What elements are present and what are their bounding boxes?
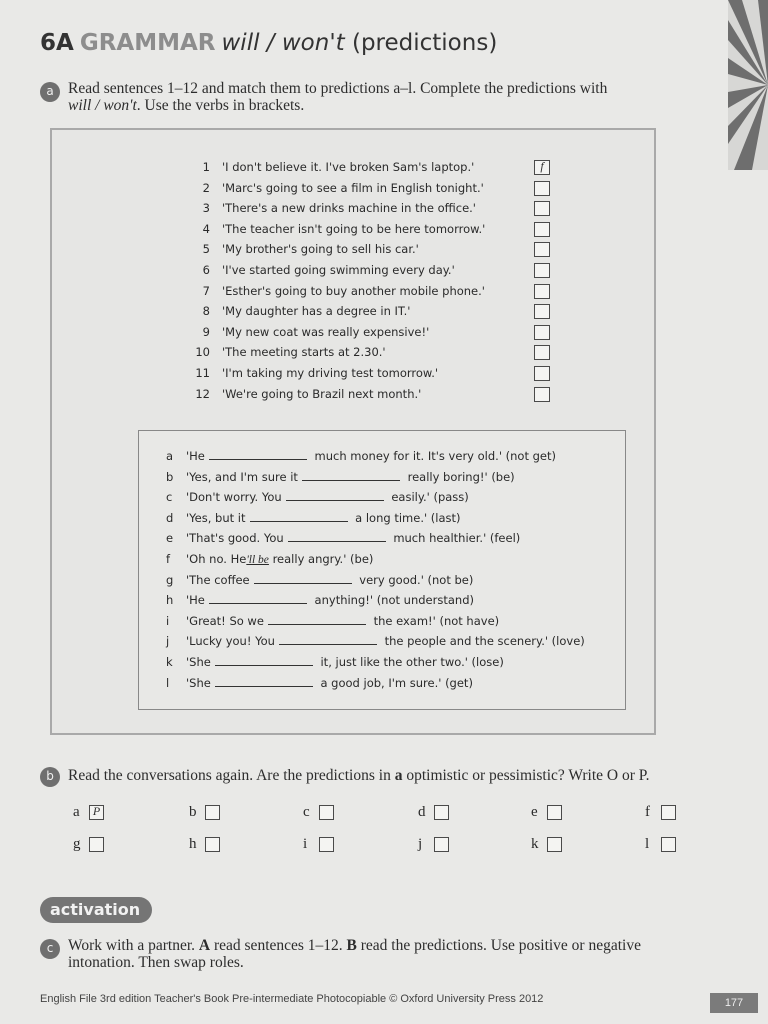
exercise-c-line1 — [68, 937, 641, 954]
answer-blank[interactable] — [286, 488, 384, 501]
prediction-end: very good.' (not be) — [359, 572, 474, 587]
prediction-start: 'Yes, and I'm sure it — [186, 469, 298, 484]
sentence-number: 3 — [202, 201, 210, 216]
prediction-item — [166, 673, 585, 694]
prediction-end: the exam!' (not have) — [373, 613, 500, 628]
answer-blank[interactable] — [254, 571, 352, 584]
topic: (predictions) — [351, 30, 498, 56]
exercise-b-marker: b — [40, 767, 60, 787]
cell-label: g — [73, 836, 81, 852]
cell-label: h — [189, 836, 197, 852]
answer-box[interactable]: P — [89, 805, 104, 820]
sentence-text: 'We're going to Brazil next month.' — [222, 386, 422, 401]
sentence-number: 4 — [202, 221, 210, 236]
prediction-start: 'Lucky you! You — [186, 634, 275, 649]
prediction-list — [166, 446, 585, 693]
prediction-start: 'The coffee — [186, 572, 250, 587]
sentence-number: 9 — [202, 324, 210, 339]
exercise-b-instruction — [68, 767, 650, 784]
answer-box[interactable] — [205, 837, 220, 852]
prediction-letter: a — [166, 449, 174, 463]
prediction-letter: d — [166, 510, 174, 525]
prediction-letter: l — [166, 675, 170, 690]
section-name: GRAMMAR — [79, 30, 216, 56]
answer-box[interactable] — [534, 181, 550, 196]
prediction-end: a good job, I'm sure.' (get) — [320, 675, 473, 690]
cell-label: a — [73, 804, 80, 820]
sentence-text: 'Esther's going to buy another mobile phone.' — [222, 283, 485, 298]
answer-cell — [73, 834, 104, 854]
sentence-text: 'I've started going swimming every day.' — [222, 262, 455, 277]
exercise-c-bold-b: B — [346, 937, 357, 954]
sentence-item — [190, 198, 476, 219]
sentence-item — [190, 342, 386, 363]
prediction-item — [166, 549, 585, 570]
sentence-number: 2 — [202, 180, 210, 195]
answer-box[interactable] — [534, 345, 550, 360]
answer-box[interactable] — [534, 222, 550, 237]
answer-box[interactable] — [205, 805, 220, 820]
prediction-letter: j — [166, 634, 170, 649]
exercise-c-marker: c — [40, 939, 60, 959]
prediction-letter: e — [166, 531, 174, 546]
cell-label: k — [531, 836, 539, 852]
answer-box[interactable] — [534, 263, 550, 278]
exercise-c-bold-a: A — [198, 937, 211, 954]
exercise-a-line1: Read sentences 1–12 and match them to predictions a–l. Complete the predictions with — [68, 80, 608, 97]
answer-cell — [418, 802, 449, 822]
exercise-a-instruction — [68, 80, 607, 114]
sentence-number: 8 — [202, 304, 210, 319]
exercise-b-text-before: Read the conversations again. Are the predictions in — [68, 767, 395, 784]
prediction-start: 'Don't worry. You — [186, 490, 282, 505]
answer-blank[interactable] — [302, 468, 400, 481]
answer-blank[interactable] — [268, 612, 366, 625]
prediction-start: 'Yes, but it — [186, 510, 246, 525]
filled-answer: 'll be — [246, 553, 269, 566]
prediction-letter: g — [166, 572, 174, 587]
answer-box[interactable] — [534, 284, 550, 299]
sentence-item — [190, 157, 544, 178]
sentence-text: 'There's a new drinks machine in the office.' — [222, 201, 476, 216]
sentence-item — [190, 322, 430, 343]
sentence-number: 10 — [195, 345, 210, 360]
answer-box[interactable] — [89, 837, 104, 852]
prediction-letter: i — [166, 613, 170, 628]
sentence-text: 'My daughter has a degree in IT.' — [222, 304, 411, 319]
prediction-end: really angry.' (be) — [272, 551, 374, 566]
exercise-a-line2-rest: . Use the verbs in brackets. — [136, 97, 305, 114]
prediction-letter: f — [166, 551, 171, 566]
exercise-c-part2: read sentences 1–12. — [210, 937, 347, 954]
sentence-number: 1 — [202, 160, 210, 174]
prediction-item — [166, 631, 585, 652]
prediction-start: 'Great! So we — [186, 613, 264, 628]
answer-box[interactable] — [319, 837, 334, 852]
answer-row — [73, 834, 693, 866]
exercise-a-line2 — [68, 97, 607, 114]
prediction-item — [166, 528, 585, 549]
answer-blank[interactable] — [288, 529, 386, 542]
prediction-letter: h — [166, 593, 174, 608]
exercise-c-part1: Work with a partner. — [68, 937, 199, 954]
cell-label: l — [645, 836, 650, 852]
sentence-item — [190, 239, 419, 260]
answer-cell — [303, 802, 334, 822]
prediction-start: 'She — [186, 654, 211, 669]
prediction-letter: c — [166, 490, 173, 505]
answer-blank[interactable] — [209, 591, 307, 604]
footer-credit: English File 3rd edition Teacher's Book Pre-intermediate Photocopiable © Oxford University Press 2012 — [40, 993, 544, 1005]
sunburst-graphic — [728, 0, 768, 170]
cell-label: c — [303, 804, 310, 820]
sentence-item — [190, 219, 486, 240]
sentence-text: 'The teacher isn't going to be here tomorrow.' — [222, 221, 486, 236]
prediction-end: much healthier.' (feel) — [393, 531, 521, 546]
prediction-end: it, just like the other two.' (lose) — [320, 654, 504, 669]
exercise-b-bold: a — [394, 767, 403, 784]
answer-box[interactable] — [534, 366, 550, 381]
prediction-item — [166, 570, 585, 591]
sentence-item — [190, 384, 422, 405]
answer-box[interactable] — [661, 837, 676, 852]
sentence-text: 'I don't believe it. I've broken Sam's laptop.' — [222, 160, 475, 174]
sentence-text: 'The meeting starts at 2.30.' — [222, 345, 386, 360]
answer-cell — [645, 802, 676, 822]
prediction-item — [166, 611, 585, 632]
answer-box[interactable] — [319, 805, 334, 820]
answer-blank[interactable] — [279, 632, 377, 645]
answer-cell — [73, 802, 104, 822]
prediction-end: easily.' (pass) — [391, 490, 469, 505]
sentence-number: 12 — [195, 386, 210, 401]
cell-label: j — [418, 836, 423, 852]
cell-label: f — [645, 804, 650, 820]
exercise-c-part3: read the predictions. Use positive or negative — [356, 937, 641, 954]
answer-box[interactable]: f — [534, 160, 550, 175]
answer-grid — [73, 802, 693, 866]
prediction-item — [166, 467, 585, 488]
exercise-b-text-after: optimistic or pessimistic? Write O or P. — [402, 767, 650, 784]
answer-box[interactable] — [434, 837, 449, 852]
sentence-text: 'My brother's going to sell his car.' — [222, 242, 419, 257]
cell-label: d — [418, 804, 426, 820]
activation-heading: activation — [40, 897, 152, 923]
answer-cell — [645, 834, 676, 854]
answer-row — [73, 802, 693, 834]
answer-cell — [418, 834, 449, 854]
answer-box[interactable] — [547, 837, 562, 852]
answer-box[interactable] — [534, 387, 550, 402]
prediction-letter: b — [166, 469, 174, 484]
prediction-item — [166, 446, 585, 467]
answer-cell — [531, 802, 562, 822]
prediction-item — [166, 652, 585, 673]
cell-label: e — [531, 804, 538, 820]
prediction-end: the people and the scenery.' (love) — [384, 634, 585, 649]
prediction-item — [166, 508, 585, 529]
answer-box[interactable] — [534, 242, 550, 257]
answer-cell — [531, 834, 562, 854]
sentence-text: 'My new coat was really expensive!' — [222, 324, 430, 339]
answer-blank[interactable] — [250, 509, 348, 522]
sentence-item — [190, 281, 485, 302]
page-number: 177 — [710, 993, 758, 1013]
answer-cell — [189, 834, 220, 854]
answer-box[interactable] — [434, 805, 449, 820]
exercise-c-line2: intonation. Then swap roles. — [68, 954, 244, 971]
sentence-number: 6 — [202, 262, 210, 277]
page-title — [40, 30, 497, 56]
prediction-start: 'That's good. You — [186, 531, 284, 546]
answer-box[interactable] — [547, 805, 562, 820]
sentence-number: 11 — [195, 365, 210, 380]
sentence-item — [190, 260, 455, 281]
sentence-text: 'Marc's going to see a film in English tonight.' — [222, 180, 484, 195]
answer-blank[interactable] — [209, 447, 307, 460]
prediction-letter: k — [166, 654, 173, 669]
cell-label: b — [189, 804, 197, 820]
sentence-item — [190, 178, 484, 199]
exercise-a-italic: will / won't — [68, 97, 137, 114]
prediction-start: 'Oh no. He — [186, 551, 247, 566]
sentence-item — [190, 301, 411, 322]
sentence-item — [190, 363, 439, 384]
answer-box[interactable] — [534, 304, 550, 319]
exercise-c-instruction — [68, 937, 641, 971]
exercise-a-marker: a — [40, 82, 60, 102]
prediction-end: really boring!' (be) — [407, 469, 515, 484]
prediction-item — [166, 487, 585, 508]
grammar-focus: will / won't — [221, 30, 345, 56]
answer-box[interactable] — [534, 325, 550, 340]
prediction-start: 'He — [186, 449, 205, 463]
answer-blank[interactable] — [215, 674, 313, 687]
cell-label: i — [303, 836, 308, 852]
answer-blank[interactable] — [215, 653, 313, 666]
answer-cell — [303, 834, 334, 854]
prediction-end: a long time.' (last) — [355, 510, 461, 525]
answer-box[interactable] — [534, 201, 550, 216]
prediction-end: anything!' (not understand) — [314, 593, 474, 608]
sentence-number: 5 — [202, 242, 210, 257]
lesson-code: 6A — [40, 30, 74, 56]
sentence-text: 'I'm taking my driving test tomorrow.' — [222, 365, 439, 380]
answer-cell — [189, 802, 220, 822]
answer-box[interactable] — [661, 805, 676, 820]
sentence-number: 7 — [202, 283, 210, 298]
prediction-start: 'She — [186, 675, 211, 690]
prediction-start: 'He — [186, 593, 205, 608]
prediction-item — [166, 590, 585, 611]
prediction-end: much money for it. It's very old.' (not get) — [314, 449, 556, 463]
sentence-list — [190, 157, 544, 404]
